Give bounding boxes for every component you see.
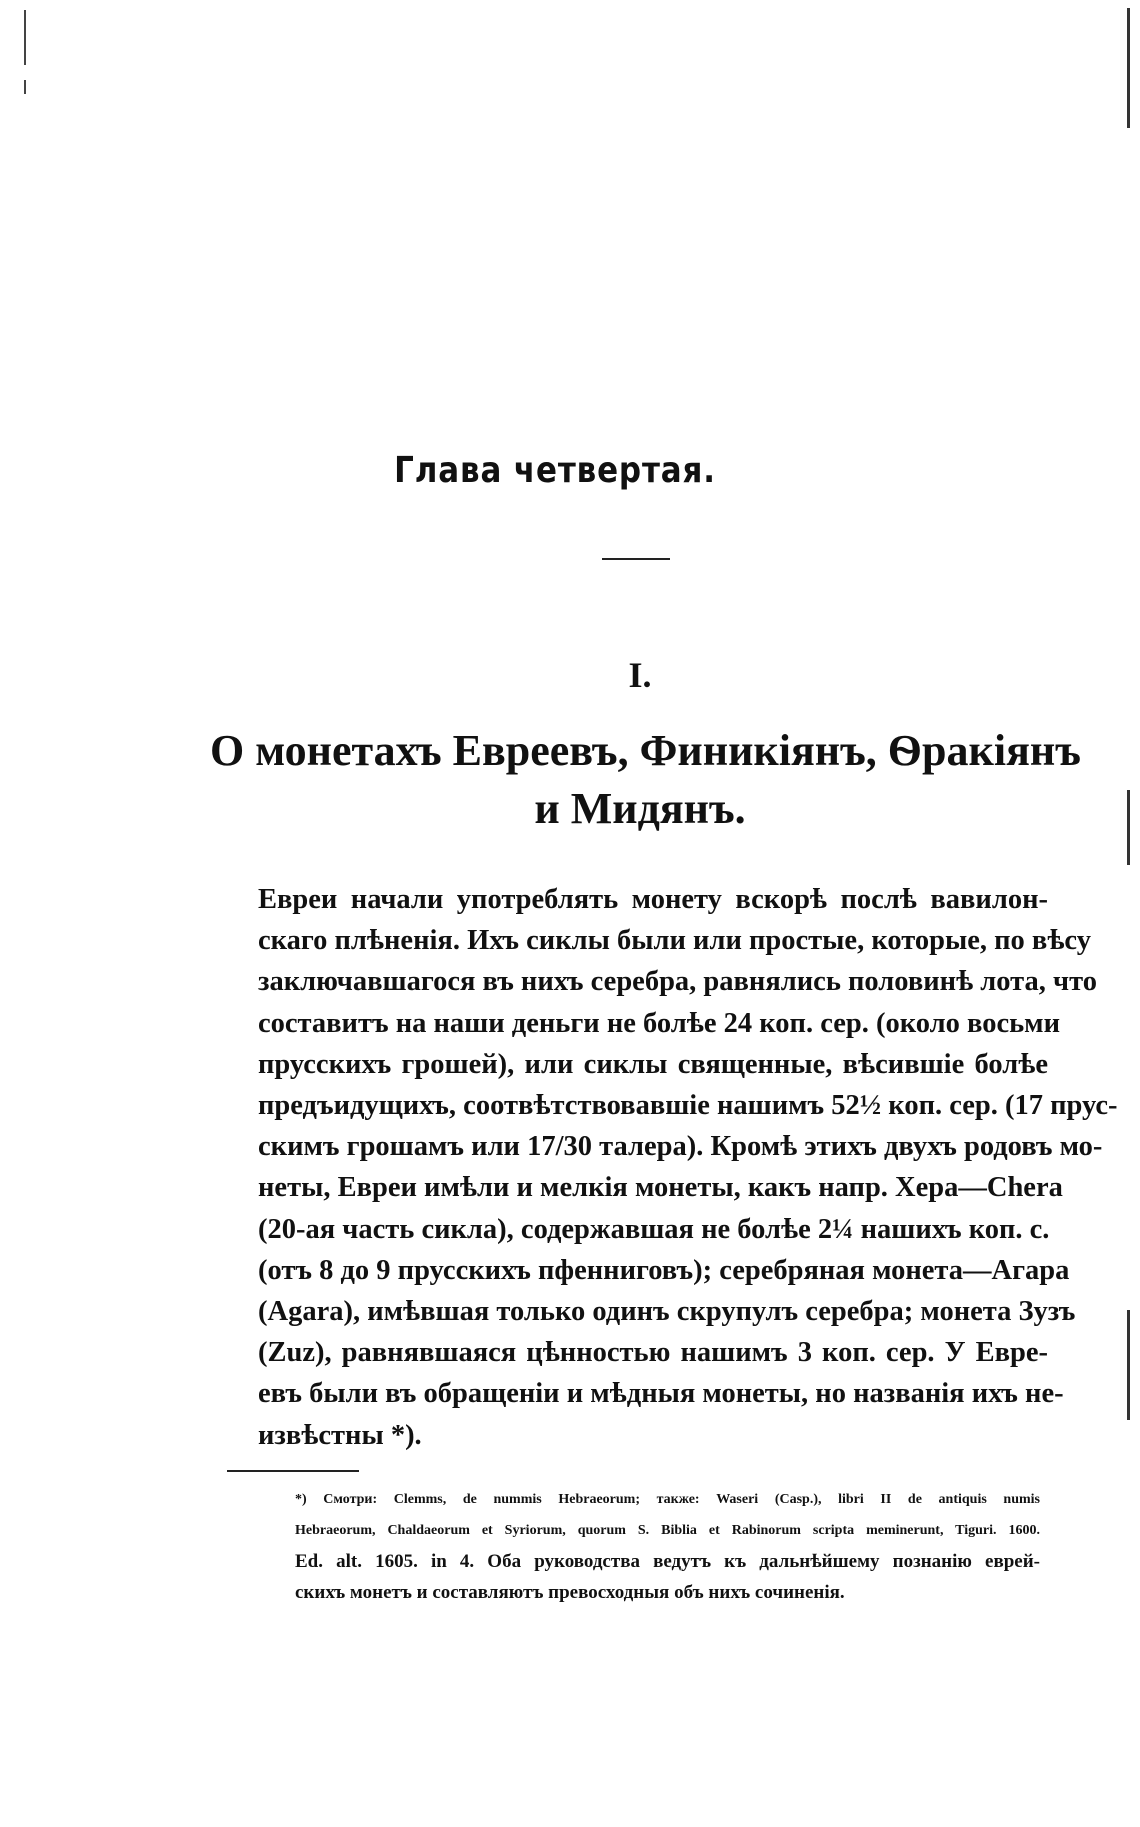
scan-edge-mark bbox=[24, 80, 26, 94]
scan-edge-mark bbox=[1127, 8, 1130, 128]
body-line: евъ были въ обращеніи и мѣдныя монеты, но названія ихъ не- bbox=[258, 1378, 1064, 1410]
scan-edge-mark bbox=[24, 10, 26, 65]
body-line: (Agara), имѣвшая только одинъ скрупулъ серебра; монета Зузъ bbox=[258, 1296, 1076, 1328]
footnote-line: *) Смотри: Clemms, de nummis Hebraeorum; также: Waseri (Casp.), libri II de antiquis numis bbox=[295, 1492, 1040, 1507]
section-heading-line: и Мидянъ. bbox=[534, 784, 746, 833]
body-line: скимъ грошамъ или 17/30 талера). Кромѣ этихъ двухъ родовъ мо- bbox=[258, 1131, 1103, 1163]
body-line: извѣстны *). bbox=[258, 1419, 422, 1451]
scan-edge-mark bbox=[1127, 1310, 1130, 1420]
body-line: (Zuz), равнявшаяся цѣнностью нашимъ 3 коп. сер. У Евре- bbox=[258, 1337, 1048, 1369]
scan-edge-mark bbox=[1127, 790, 1130, 865]
footnote-line: скихъ монетъ и составляютъ превосходныя объ нихъ сочиненія. bbox=[295, 1582, 845, 1603]
footnote-line: Ed. alt. 1605. in 4. Оба руководства ведутъ къ дальнѣйшему познанію еврей- bbox=[295, 1551, 1040, 1572]
chapter-title: Глава четвертая. bbox=[394, 450, 716, 491]
body-line: (отъ 8 до 9 прусскихъ пфенниговъ); серебряная монета—Агара bbox=[258, 1254, 1070, 1286]
section-heading-line: О монетахъ Евреевъ, Финикіянъ, Ѳракіянъ bbox=[210, 726, 1081, 775]
body-line: составитъ на наши деньги не болѣе 24 коп. сер. (около восьми bbox=[258, 1007, 1060, 1039]
footnote-line: Hebraeorum, Chaldaeorum et Syriorum, quorum S. Biblia et Rabinorum scripta meminerunt, Tiguri. 1600. bbox=[295, 1523, 1040, 1538]
body-line: предъидущихъ, соотвѣтствовавшіе нашимъ 52½ коп. сер. (17 прус- bbox=[258, 1090, 1118, 1122]
body-line: прусскихъ грошей), или сиклы священные, вѣсившіе болѣе bbox=[258, 1048, 1048, 1080]
body-line: Евреи начали употреблять монету вскорѣ послѣ вавилон- bbox=[258, 884, 1048, 915]
body-line: неты, Евреи имѣли и мелкія монеты, какъ напр. Хера—Chera bbox=[258, 1172, 1063, 1204]
body-line: заключавшагося въ нихъ серебра, равнялись половинѣ лота, что bbox=[258, 966, 1097, 998]
title-divider bbox=[602, 558, 670, 560]
section-heading bbox=[210, 722, 1081, 838]
footnote-divider bbox=[227, 1470, 359, 1472]
section-number: I. bbox=[628, 655, 652, 695]
body-line: (20-ая часть сикла), содержавшая не болѣе 2¼ нашихъ коп. с. bbox=[258, 1213, 1050, 1245]
body-line: скаго плѣненія. Ихъ сиклы были или простые, которые, по вѣсу bbox=[258, 925, 1091, 957]
body-paragraph bbox=[258, 879, 1118, 1456]
footnote bbox=[295, 1484, 1040, 1608]
